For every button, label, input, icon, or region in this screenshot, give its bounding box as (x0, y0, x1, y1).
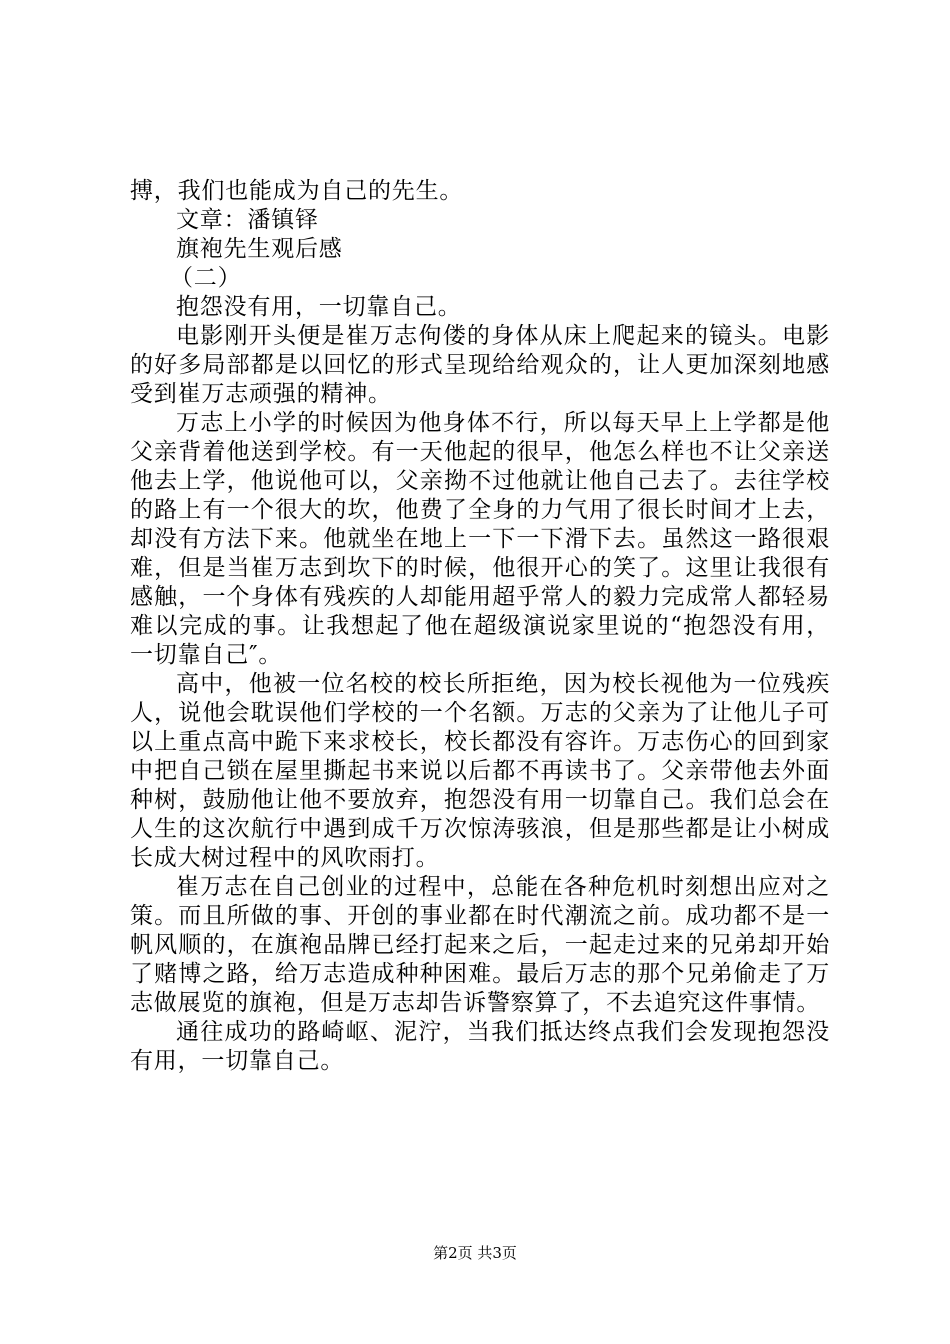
paragraph-3: 高中，他被一位名校的校长所拒绝，因为校长视他为一位残疾人，说他会耽误他们学校的一个名额。万志的父亲为了让他儿子可以上重点高中跪下来求校长，校长都没有容许。万志伤心的回到家中把自己锁在屋里撕起书来说以后都不再读书了。父亲带他去外面种树，鼓励他让他不要放弃，抱怨没有用一切靠自己。我们总会在人生的这次航行中遇到成千万次惊涛骇浪，但是那些都是让小树成长成大树过程中的风吹雨打。 (130, 671, 830, 871)
page-footer: 第2页 共3页 (433, 1244, 517, 1262)
paragraph-5: 通往成功的路崎岖、泥泞，当我们抵达终点我们会发现抱怨没有用，一切靠自己。 (130, 1019, 830, 1074)
paragraph-4: 崔万志在自己创业的过程中，总能在各种危机时刻想出应对之策。而且所做的事、开创的事业都在时代潮流之前。成功都不是一帆风顺的，在旗袍品牌已经打起来之后，一起走过来的兄弟却开始了赌博之路，给万志造成种种困难。最后万志的那个兄弟偷走了万志做展览的旗袍，但是万志却告诉警察算了，不去追究这件事情。 (130, 874, 830, 1016)
section-number: （二） (170, 265, 242, 291)
author-line: 文章：潘镇铎 (176, 207, 319, 233)
paragraph-1: 电影刚开头便是崔万志佝偻的身体从床上爬起来的镜头。电影的好多局部都是以回忆的形式呈现给给观众的，让人更加深刻地感受到崔万志顽强的精神。 (130, 323, 830, 407)
article-title: 旗袍先生观后感 (176, 236, 343, 262)
motto-line: 抱怨没有用，一切靠自己。 (176, 294, 462, 320)
continuation-line: 搏，我们也能成为自己的先生。 (130, 178, 464, 204)
document-body (130, 177, 830, 1076)
paragraph-2: 万志上小学的时候因为他身体不行，所以每天早上上学都是他父亲背着他送到学校。有一天他起的很早，他怎么样也不让父亲送他去上学，他说他可以，父亲拗不过他就让他自己去了。去往学校的路上有一个很大的坎，他费了全身的力气用了很长时间才上去，却没有方法下来。他就坐在地上一下一下滑下去。虽然这一路很艰难，但是当崔万志到坎下的时候，他很开心的笑了。这里让我很有感触，一个身体有残疾的人却能用超乎常人的毅力完成常人都轻易难以完成的事。让我想起了他在超级演说家里说的“抱怨没有用，一切靠自己″。 (130, 410, 830, 668)
